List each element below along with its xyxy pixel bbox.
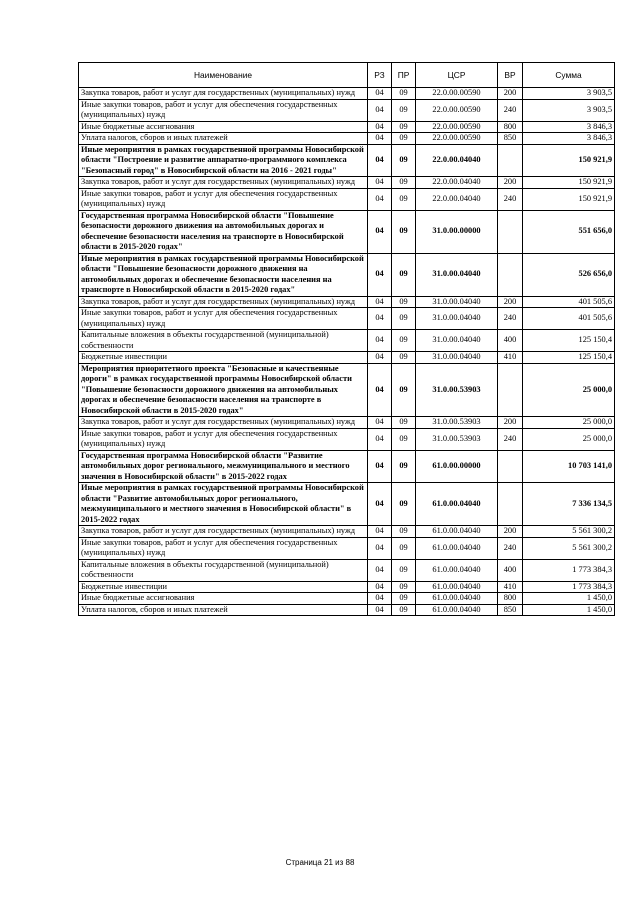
cell-csr: 22.0.00.04040 [416, 177, 498, 189]
cell-vr: 800 [498, 121, 523, 133]
cell-name: Капитальные вложения в объекты государственной (муниципальной) собственности [79, 330, 368, 352]
cell-csr: 61.0.00.04040 [416, 483, 498, 526]
cell-name: Иные закупки товаров, работ и услуг для обеспечения государственных (муниципальных) нужд [79, 428, 368, 450]
cell-vr [498, 144, 523, 177]
cell-csr: 31.0.00.04040 [416, 352, 498, 364]
cell-pr: 09 [392, 133, 416, 145]
budget-table [78, 62, 615, 616]
cell-vr: 200 [498, 417, 523, 429]
cell-csr: 61.0.00.04040 [416, 604, 498, 616]
cell-name: Иные закупки товаров, работ и услуг для обеспечения государственных (муниципальных) нужд [79, 537, 368, 559]
cell-sum: 1 450,0 [523, 604, 615, 616]
cell-csr: 22.0.00.00590 [416, 121, 498, 133]
cell-name: Мероприятия приоритетного проекта "Безопасные и качественные дороги" в рамках государственной программы Новосибирской области "Повышение безопасности дорожного движения на автомобильных дорогах и обеспечение безопасности населения на транспорте в Новосибирской области в 2015-2020 годах" [79, 363, 368, 417]
cell-csr: 31.0.00.53903 [416, 363, 498, 417]
cell-name: Иные бюджетные ассигнования [79, 593, 368, 605]
table-body [79, 88, 615, 616]
cell-vr: 200 [498, 296, 523, 308]
cell-name: Капитальные вложения в объекты государственной (муниципальной) собственности [79, 559, 368, 581]
cell-vr: 240 [498, 428, 523, 450]
header-rz: РЗ [368, 63, 392, 88]
cell-pr: 09 [392, 483, 416, 526]
cell-pr: 09 [392, 296, 416, 308]
cell-pr: 09 [392, 417, 416, 429]
cell-sum: 1 773 384,3 [523, 559, 615, 581]
cell-vr [498, 483, 523, 526]
cell-vr [498, 363, 523, 417]
cell-name: Уплата налогов, сборов и иных платежей [79, 133, 368, 145]
table-row [79, 450, 615, 483]
cell-vr: 800 [498, 593, 523, 605]
table-row [79, 308, 615, 330]
cell-sum: 401 505,6 [523, 296, 615, 308]
cell-vr: 240 [498, 308, 523, 330]
header-sum: Сумма [523, 63, 615, 88]
cell-pr: 09 [392, 121, 416, 133]
cell-rz: 04 [368, 417, 392, 429]
cell-name: Иные мероприятия в рамках государственной программы Новосибирской области "Построение и развитие аппаратно-программного комплекса "Безопасный город" в Новосибирской области на 2016 - 2021 годы" [79, 144, 368, 177]
header-csr: ЦСР [416, 63, 498, 88]
cell-csr: 31.0.00.00000 [416, 210, 498, 253]
cell-sum: 5 561 300,2 [523, 526, 615, 538]
cell-rz: 04 [368, 363, 392, 417]
cell-vr: 410 [498, 581, 523, 593]
cell-rz: 04 [368, 144, 392, 177]
cell-name: Закупка товаров, работ и услуг для государственных (муниципальных) нужд [79, 417, 368, 429]
cell-pr: 09 [392, 144, 416, 177]
cell-rz: 04 [368, 559, 392, 581]
cell-vr: 240 [498, 188, 523, 210]
table-row [79, 210, 615, 253]
cell-pr: 09 [392, 352, 416, 364]
cell-csr: 31.0.00.53903 [416, 417, 498, 429]
cell-csr: 61.0.00.04040 [416, 593, 498, 605]
cell-rz: 04 [368, 352, 392, 364]
cell-rz: 04 [368, 177, 392, 189]
cell-sum: 7 336 134,5 [523, 483, 615, 526]
cell-rz: 04 [368, 121, 392, 133]
cell-vr: 410 [498, 352, 523, 364]
cell-rz: 04 [368, 308, 392, 330]
table-row [79, 144, 615, 177]
cell-rz: 04 [368, 330, 392, 352]
cell-rz: 04 [368, 188, 392, 210]
cell-vr [498, 450, 523, 483]
cell-pr: 09 [392, 188, 416, 210]
cell-vr [498, 210, 523, 253]
cell-pr: 09 [392, 593, 416, 605]
cell-sum: 3 903,5 [523, 99, 615, 121]
cell-sum: 25 000,0 [523, 417, 615, 429]
cell-rz: 04 [368, 428, 392, 450]
cell-rz: 04 [368, 133, 392, 145]
table-row [79, 428, 615, 450]
cell-vr: 400 [498, 559, 523, 581]
cell-sum: 25 000,0 [523, 363, 615, 417]
cell-name: Иные закупки товаров, работ и услуг для обеспечения государственных (муниципальных) нужд [79, 99, 368, 121]
table-row [79, 363, 615, 417]
cell-pr: 09 [392, 253, 416, 296]
cell-sum: 1 450,0 [523, 593, 615, 605]
table-row [79, 526, 615, 538]
cell-name: Бюджетные инвестиции [79, 581, 368, 593]
cell-vr: 850 [498, 604, 523, 616]
cell-csr: 31.0.00.04040 [416, 330, 498, 352]
cell-sum: 3 846,3 [523, 121, 615, 133]
table-row [79, 604, 615, 616]
cell-sum: 150 921,9 [523, 144, 615, 177]
header-vr: ВР [498, 63, 523, 88]
cell-name: Закупка товаров, работ и услуг для государственных (муниципальных) нужд [79, 526, 368, 538]
cell-csr: 61.0.00.04040 [416, 537, 498, 559]
cell-rz: 04 [368, 483, 392, 526]
cell-vr: 850 [498, 133, 523, 145]
table-row [79, 417, 615, 429]
cell-sum: 3 846,3 [523, 133, 615, 145]
page-number: Страница 21 из 88 [285, 858, 355, 867]
cell-rz: 04 [368, 593, 392, 605]
table-header-row [79, 63, 615, 88]
cell-pr: 09 [392, 450, 416, 483]
cell-rz: 04 [368, 296, 392, 308]
cell-pr: 09 [392, 88, 416, 100]
cell-sum: 5 561 300,2 [523, 537, 615, 559]
cell-csr: 22.0.00.04040 [416, 144, 498, 177]
cell-csr: 22.0.00.00590 [416, 99, 498, 121]
cell-vr: 200 [498, 88, 523, 100]
cell-pr: 09 [392, 559, 416, 581]
cell-rz: 04 [368, 581, 392, 593]
cell-csr: 22.0.00.00590 [416, 88, 498, 100]
table-row [79, 352, 615, 364]
cell-pr: 09 [392, 363, 416, 417]
cell-pr: 09 [392, 210, 416, 253]
cell-rz: 04 [368, 604, 392, 616]
table-row [79, 296, 615, 308]
cell-pr: 09 [392, 537, 416, 559]
cell-rz: 04 [368, 88, 392, 100]
cell-csr: 31.0.00.04040 [416, 296, 498, 308]
cell-csr: 61.0.00.04040 [416, 559, 498, 581]
cell-name: Государственная программа Новосибирской области "Повышение безопасности дорожного движения на автомобильных дорогах и обеспечение безопасности населения на транспорте в Новосибирской области в 2015-2020 годах" [79, 210, 368, 253]
cell-sum: 150 921,9 [523, 177, 615, 189]
cell-vr: 200 [498, 526, 523, 538]
cell-name: Иные мероприятия в рамках государственной программы Новосибирской области "Повышение безопасности дорожного движения на автомобильных дорогах и обеспечение безопасности населения на транспорте в Новосибирской области в 2015-2020 годах" [79, 253, 368, 296]
cell-pr: 09 [392, 177, 416, 189]
cell-vr [498, 253, 523, 296]
table-row [79, 99, 615, 121]
cell-rz: 04 [368, 210, 392, 253]
cell-rz: 04 [368, 450, 392, 483]
cell-name: Закупка товаров, работ и услуг для государственных (муниципальных) нужд [79, 296, 368, 308]
table-row [79, 593, 615, 605]
cell-csr: 61.0.00.04040 [416, 526, 498, 538]
cell-sum: 25 000,0 [523, 428, 615, 450]
table-row [79, 88, 615, 100]
cell-name: Иные закупки товаров, работ и услуг для обеспечения государственных (муниципальных) нужд [79, 308, 368, 330]
table-row [79, 581, 615, 593]
cell-sum: 526 656,0 [523, 253, 615, 296]
cell-name: Закупка товаров, работ и услуг для государственных (муниципальных) нужд [79, 88, 368, 100]
cell-sum: 3 903,5 [523, 88, 615, 100]
cell-csr: 61.0.00.04040 [416, 581, 498, 593]
cell-pr: 09 [392, 581, 416, 593]
table-row [79, 253, 615, 296]
table-row [79, 537, 615, 559]
cell-sum: 1 773 384,3 [523, 581, 615, 593]
cell-sum: 125 150,4 [523, 330, 615, 352]
cell-csr: 31.0.00.04040 [416, 308, 498, 330]
cell-pr: 09 [392, 604, 416, 616]
cell-csr: 31.0.00.04040 [416, 253, 498, 296]
cell-name: Государственная программа Новосибирской области "Развитие автомобильных дорог регионального, межмуниципального и местного значения в Новосибирской области" в 2015-2022 годах [79, 450, 368, 483]
cell-vr: 240 [498, 537, 523, 559]
cell-rz: 04 [368, 253, 392, 296]
table-row [79, 133, 615, 145]
table-row [79, 330, 615, 352]
cell-csr: 61.0.00.00000 [416, 450, 498, 483]
table-row [79, 121, 615, 133]
cell-name: Уплата налогов, сборов и иных платежей [79, 604, 368, 616]
cell-sum: 125 150,4 [523, 352, 615, 364]
cell-sum: 401 505,6 [523, 308, 615, 330]
cell-rz: 04 [368, 537, 392, 559]
cell-name: Закупка товаров, работ и услуг для государственных (муниципальных) нужд [79, 177, 368, 189]
cell-pr: 09 [392, 99, 416, 121]
table-row [79, 483, 615, 526]
cell-pr: 09 [392, 330, 416, 352]
cell-sum: 10 703 141,0 [523, 450, 615, 483]
table-row [79, 177, 615, 189]
cell-pr: 09 [392, 428, 416, 450]
cell-vr: 400 [498, 330, 523, 352]
header-name: Наименование [79, 63, 368, 88]
table-row [79, 559, 615, 581]
cell-pr: 09 [392, 526, 416, 538]
cell-csr: 22.0.00.00590 [416, 133, 498, 145]
cell-sum: 150 921,9 [523, 188, 615, 210]
header-pr: ПР [392, 63, 416, 88]
cell-name: Иные закупки товаров, работ и услуг для обеспечения государственных (муниципальных) нужд [79, 188, 368, 210]
cell-vr: 200 [498, 177, 523, 189]
table-row [79, 188, 615, 210]
cell-name: Бюджетные инвестиции [79, 352, 368, 364]
cell-csr: 31.0.00.53903 [416, 428, 498, 450]
cell-rz: 04 [368, 526, 392, 538]
cell-sum: 551 656,0 [523, 210, 615, 253]
cell-rz: 04 [368, 99, 392, 121]
cell-csr: 22.0.00.04040 [416, 188, 498, 210]
cell-name: Иные мероприятия в рамках государственной программы Новосибирской области "Развитие автомобильных дорог регионального, межмуниципального и местного значения в Новосибирской области" в 2015-2022 годах [79, 483, 368, 526]
cell-pr: 09 [392, 308, 416, 330]
cell-vr: 240 [498, 99, 523, 121]
cell-name: Иные бюджетные ассигнования [79, 121, 368, 133]
